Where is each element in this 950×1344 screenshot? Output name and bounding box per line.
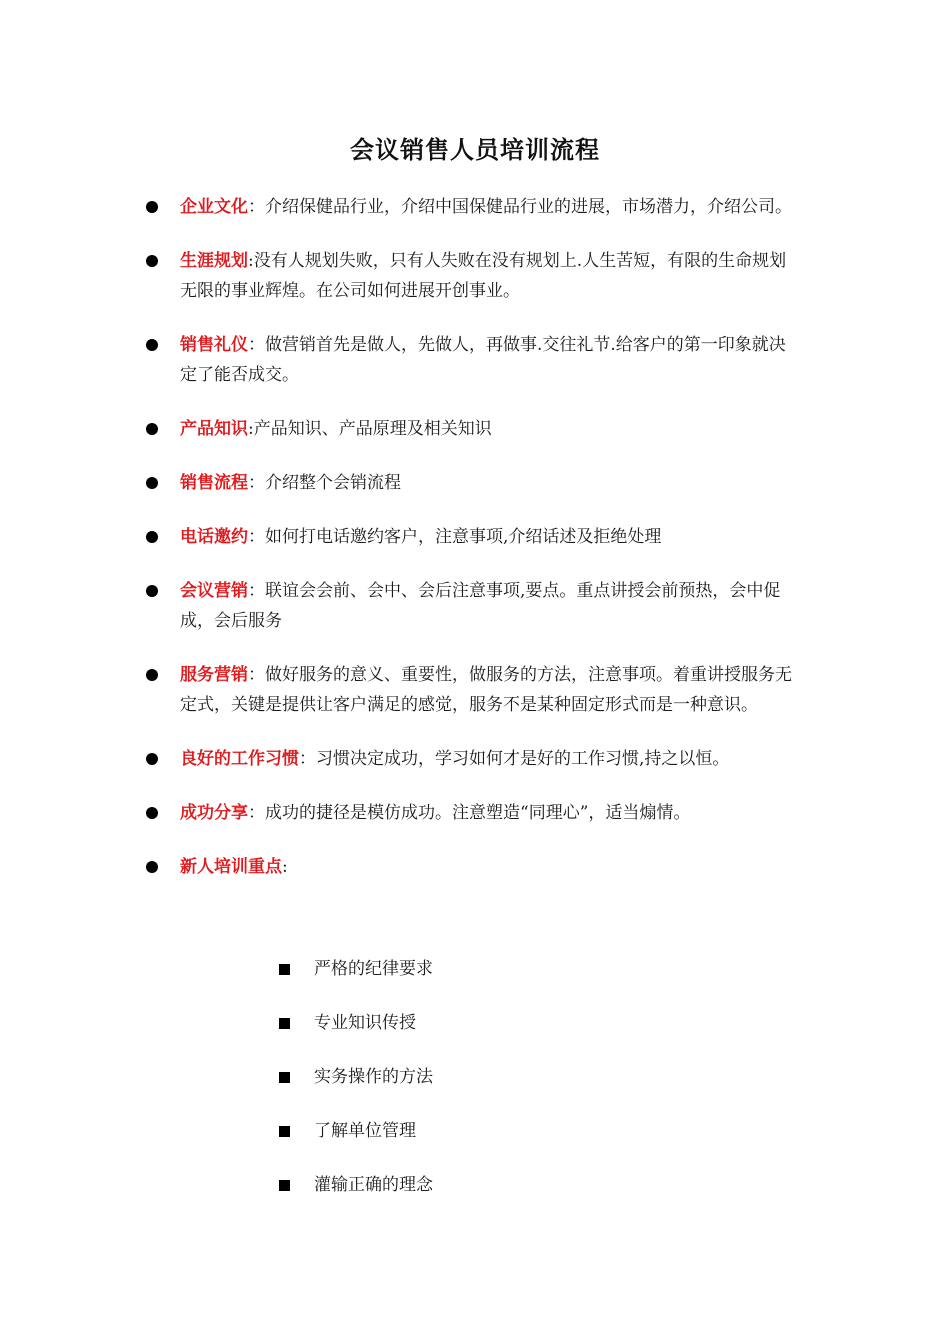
item-term: 服务营销 xyxy=(180,665,248,685)
item-term: 会议营销 xyxy=(180,581,248,601)
item-description: 介绍保健品行业，介绍中国保健品行业的进展，市场潜力，介绍公司。 xyxy=(265,197,792,217)
square-bullet-icon xyxy=(279,1072,290,1083)
bullet-list xyxy=(0,192,950,906)
list-item xyxy=(0,522,950,552)
list-item xyxy=(0,192,950,222)
item-description: 没有人规划失败，只有人失败在没有规划上.人生苦短，有限的生命规划无限的事业辉煌。在公司如何进展开创事业。 xyxy=(180,251,787,301)
sub-item-text: 专业知识传授 xyxy=(314,1013,416,1033)
item-term: 企业文化 xyxy=(180,197,248,217)
item-term: 销售礼仪 xyxy=(180,335,248,355)
item-separator: ： xyxy=(248,527,265,547)
item-separator: : xyxy=(282,857,288,877)
item-description: 做营销首先是做人，先做人，再做事.交往礼节.给客户的第一印象就决定了能否成交。 xyxy=(180,335,786,385)
item-term: 电话邀约 xyxy=(180,527,248,547)
sub-bullet-list xyxy=(0,954,950,1224)
item-separator: ： xyxy=(248,803,265,823)
item-term: 新人培训重点 xyxy=(180,857,282,877)
sub-item-text: 灌输正确的理念 xyxy=(314,1175,433,1195)
item-description: 做好服务的意义、重要性，做服务的方法，注意事项。着重讲授服务无定式，关键是提供让客户满足的感觉，服务不是某种固定形式而是一种意识。 xyxy=(180,665,792,715)
item-separator: : xyxy=(248,419,254,439)
sub-item-text: 了解单位管理 xyxy=(314,1121,416,1141)
list-item xyxy=(0,246,950,306)
list-item xyxy=(0,468,950,498)
sub-list-item xyxy=(0,1116,950,1146)
square-bullet-icon xyxy=(279,1180,290,1191)
item-term: 销售流程 xyxy=(180,473,248,493)
bullet-dot-icon xyxy=(146,753,158,765)
square-bullet-icon xyxy=(279,1126,290,1137)
bullet-dot-icon xyxy=(146,423,158,435)
item-separator: ： xyxy=(248,665,265,685)
sub-item-text: 严格的纪律要求 xyxy=(314,959,433,979)
item-term: 产品知识 xyxy=(180,419,248,439)
square-bullet-icon xyxy=(279,1018,290,1029)
item-description: 成功的捷径是模仿成功。注意塑造“同理心”，适当煽情。 xyxy=(265,803,691,823)
item-description: 如何打电话邀约客户，注意事项,介绍话述及拒绝处理 xyxy=(265,527,662,547)
bullet-dot-icon xyxy=(146,585,158,597)
item-description: 介绍整个会销流程 xyxy=(265,473,401,493)
bullet-dot-icon xyxy=(146,201,158,213)
bullet-dot-icon xyxy=(146,339,158,351)
bullet-dot-icon xyxy=(146,531,158,543)
sub-list-item xyxy=(0,1170,950,1200)
list-item xyxy=(0,414,950,444)
list-item xyxy=(0,576,950,636)
list-item xyxy=(0,330,950,390)
list-item xyxy=(0,798,950,828)
item-term: 生涯规划 xyxy=(180,251,248,271)
bullet-dot-icon xyxy=(146,477,158,489)
item-separator: : xyxy=(248,251,254,271)
list-item xyxy=(0,660,950,720)
list-item xyxy=(0,744,950,774)
item-description: 产品知识、产品原理及相关知识 xyxy=(253,419,492,439)
item-separator: ： xyxy=(299,749,316,769)
sub-list-item xyxy=(0,954,950,984)
sub-list-item xyxy=(0,1008,950,1038)
item-description: 联谊会会前、会中、会后注意事项,要点。重点讲授会前预热，会中促成，会后服务 xyxy=(180,581,781,631)
bullet-dot-icon xyxy=(146,669,158,681)
item-separator: ： xyxy=(248,473,265,493)
sub-list-item xyxy=(0,1062,950,1092)
bullet-dot-icon xyxy=(146,861,158,873)
bullet-dot-icon xyxy=(146,255,158,267)
item-separator: ： xyxy=(248,335,265,355)
document-title: 会议销售人员培训流程 xyxy=(350,136,600,164)
sub-item-text: 实务操作的方法 xyxy=(314,1067,433,1087)
square-bullet-icon xyxy=(279,964,290,975)
item-separator: ： xyxy=(248,197,265,217)
item-term: 良好的工作习惯 xyxy=(180,749,299,769)
item-term: 成功分享 xyxy=(180,803,248,823)
item-description: 习惯决定成功，学习如何才是好的工作习惯,持之以恒。 xyxy=(316,749,730,769)
item-separator: ： xyxy=(248,581,265,601)
bullet-dot-icon xyxy=(146,807,158,819)
list-item xyxy=(0,852,950,882)
